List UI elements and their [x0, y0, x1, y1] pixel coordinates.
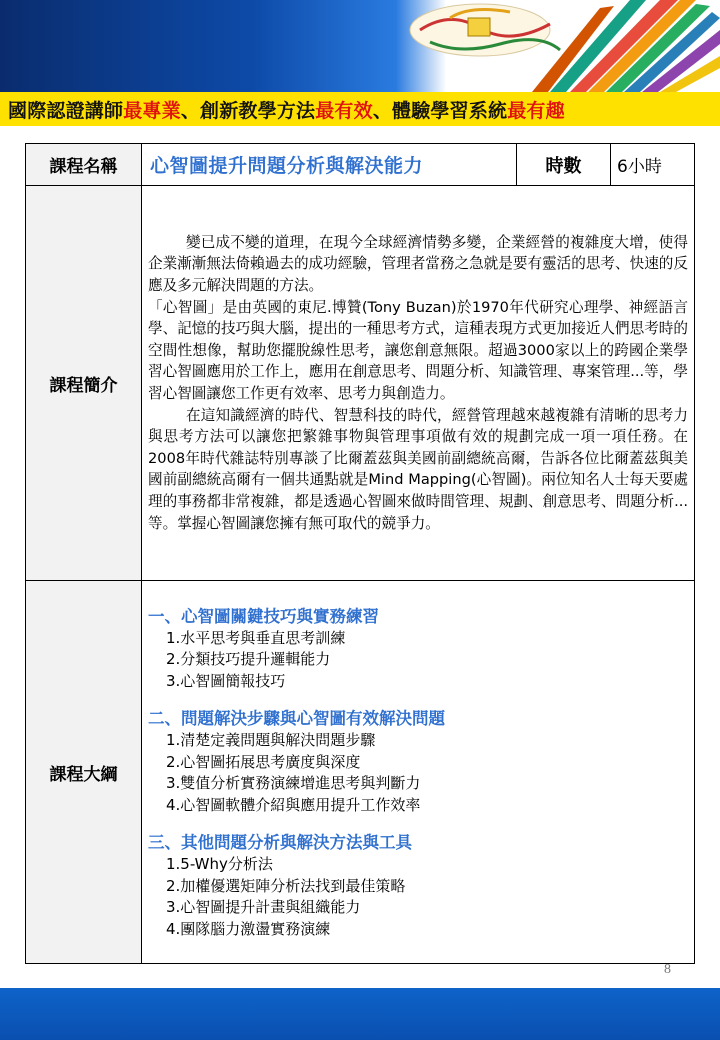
- slogan-highlight: 最有效: [315, 99, 373, 122]
- page-number: 8: [664, 962, 671, 977]
- header-banner: [0, 0, 720, 92]
- mind-map-pencils-illustration: [360, 0, 720, 92]
- course-intro-label: 課程簡介: [26, 186, 142, 581]
- intro-paragraph: 在這知識經濟的時代、智慧科技的時代，經營管理越來越複雜有清晰的思考力與思考方法可以讓您把繁雜事物與管理事項做有效的規劃完成一項一項任務。在2008年時代雜誌特別專談了比爾蓋茲與美國前副總統高爾，告訴各位比爾蓋茲與美國前副總統高爾有一個共通點就是Mind Mapping(心智圖)。兩位知名人士每天要處理的事務都非常複雜，都是透過心智圖來做時間管理、規劃、創意思考、問題分析...等。掌握心智圖讓您擁有無可取代的競爭力。: [148, 406, 688, 532]
- course-info-table: [25, 143, 695, 964]
- outline-item: 2.心智圖拓展思考廣度與深度: [166, 752, 361, 771]
- hours-label: 時數: [517, 144, 611, 186]
- outline-section-heading: 一、心智圖關鍵技巧與實務練習: [148, 606, 379, 626]
- slogan-highlight: 最專業: [123, 99, 181, 122]
- course-name-row: [26, 144, 695, 186]
- outline-item: 1.水平思考與垂直思考訓練: [166, 628, 346, 647]
- course-intro: [142, 186, 695, 581]
- slogan-highlight: 最有趣: [507, 99, 565, 122]
- slogan-segment: 國際認證講師: [8, 99, 124, 122]
- outline-item: 3.心智圖提升計畫與組織能力: [166, 898, 361, 917]
- outline-item: 2.加權優選矩陣分析法找到最佳策略: [166, 876, 406, 895]
- slogan-bar: [0, 92, 720, 126]
- outline-item: 1.清楚定義問題與解決問題步驟: [166, 731, 376, 750]
- course-name-label: 課程名稱: [26, 144, 142, 186]
- hours-value: 6小時: [611, 144, 695, 186]
- outline-section-heading: 三、其他問題分析與解決方法與工具: [148, 833, 412, 853]
- course-intro-row: [26, 186, 695, 581]
- outline-item: 1.5-Why分析法: [166, 855, 273, 874]
- outline-section-list: [148, 730, 688, 816]
- slogan-segment: 、創新教學方法: [180, 99, 316, 122]
- slogan-segment: 、體驗學習系統: [372, 99, 508, 122]
- outline-item: 4.心智圖軟體介紹與應用提升工作效率: [166, 795, 421, 814]
- course-outline: [142, 581, 695, 964]
- outline-section-list: [148, 628, 688, 693]
- outline-section-list: [148, 854, 688, 940]
- outline-item: 3.雙值分析實務演練增進思考與判斷力: [166, 774, 421, 793]
- course-outline-row: [26, 581, 695, 964]
- outline-item: 2.分類技巧提升邏輯能力: [166, 650, 331, 669]
- footer-bar: [0, 988, 720, 1040]
- outline-item: 3.心智圖簡報技巧: [166, 671, 286, 690]
- course-outline-label: 課程大綱: [26, 581, 142, 964]
- intro-paragraph: 變已成不變的道理，在現今全球經濟情勢多變，企業經營的複雜度大增，使得企業漸漸無法倚賴過去的成功經驗，管理者當務之急就是要有靈活的思考、快速的反應及多元解決問題的方法。: [148, 233, 688, 295]
- course-name: 心智圖提升問題分析與解決能力: [142, 144, 517, 186]
- outline-item: 4.團隊腦力激盪實務演練: [166, 919, 331, 938]
- outline-section-heading: 二、問題解決步驟與心智圖有效解決問題: [148, 709, 445, 729]
- intro-paragraph: 「心智圖」是由英國的東尼.博贊(Tony Buzan)於1970年代研究心理學、神經語言學、記憶的技巧與大腦，提出的一種思考方式，這種表現方式更加接近人們思考時的空間性想像，幫助您擺脫線性思考，讓您創意無限。超過3000家以上的跨國企業學習心智圖應用於工作上，應用在創意思考、問題分析、知識管理、專案管理...等，學習心智圖讓您工作更有效率、思考力與創造力。: [148, 298, 688, 402]
